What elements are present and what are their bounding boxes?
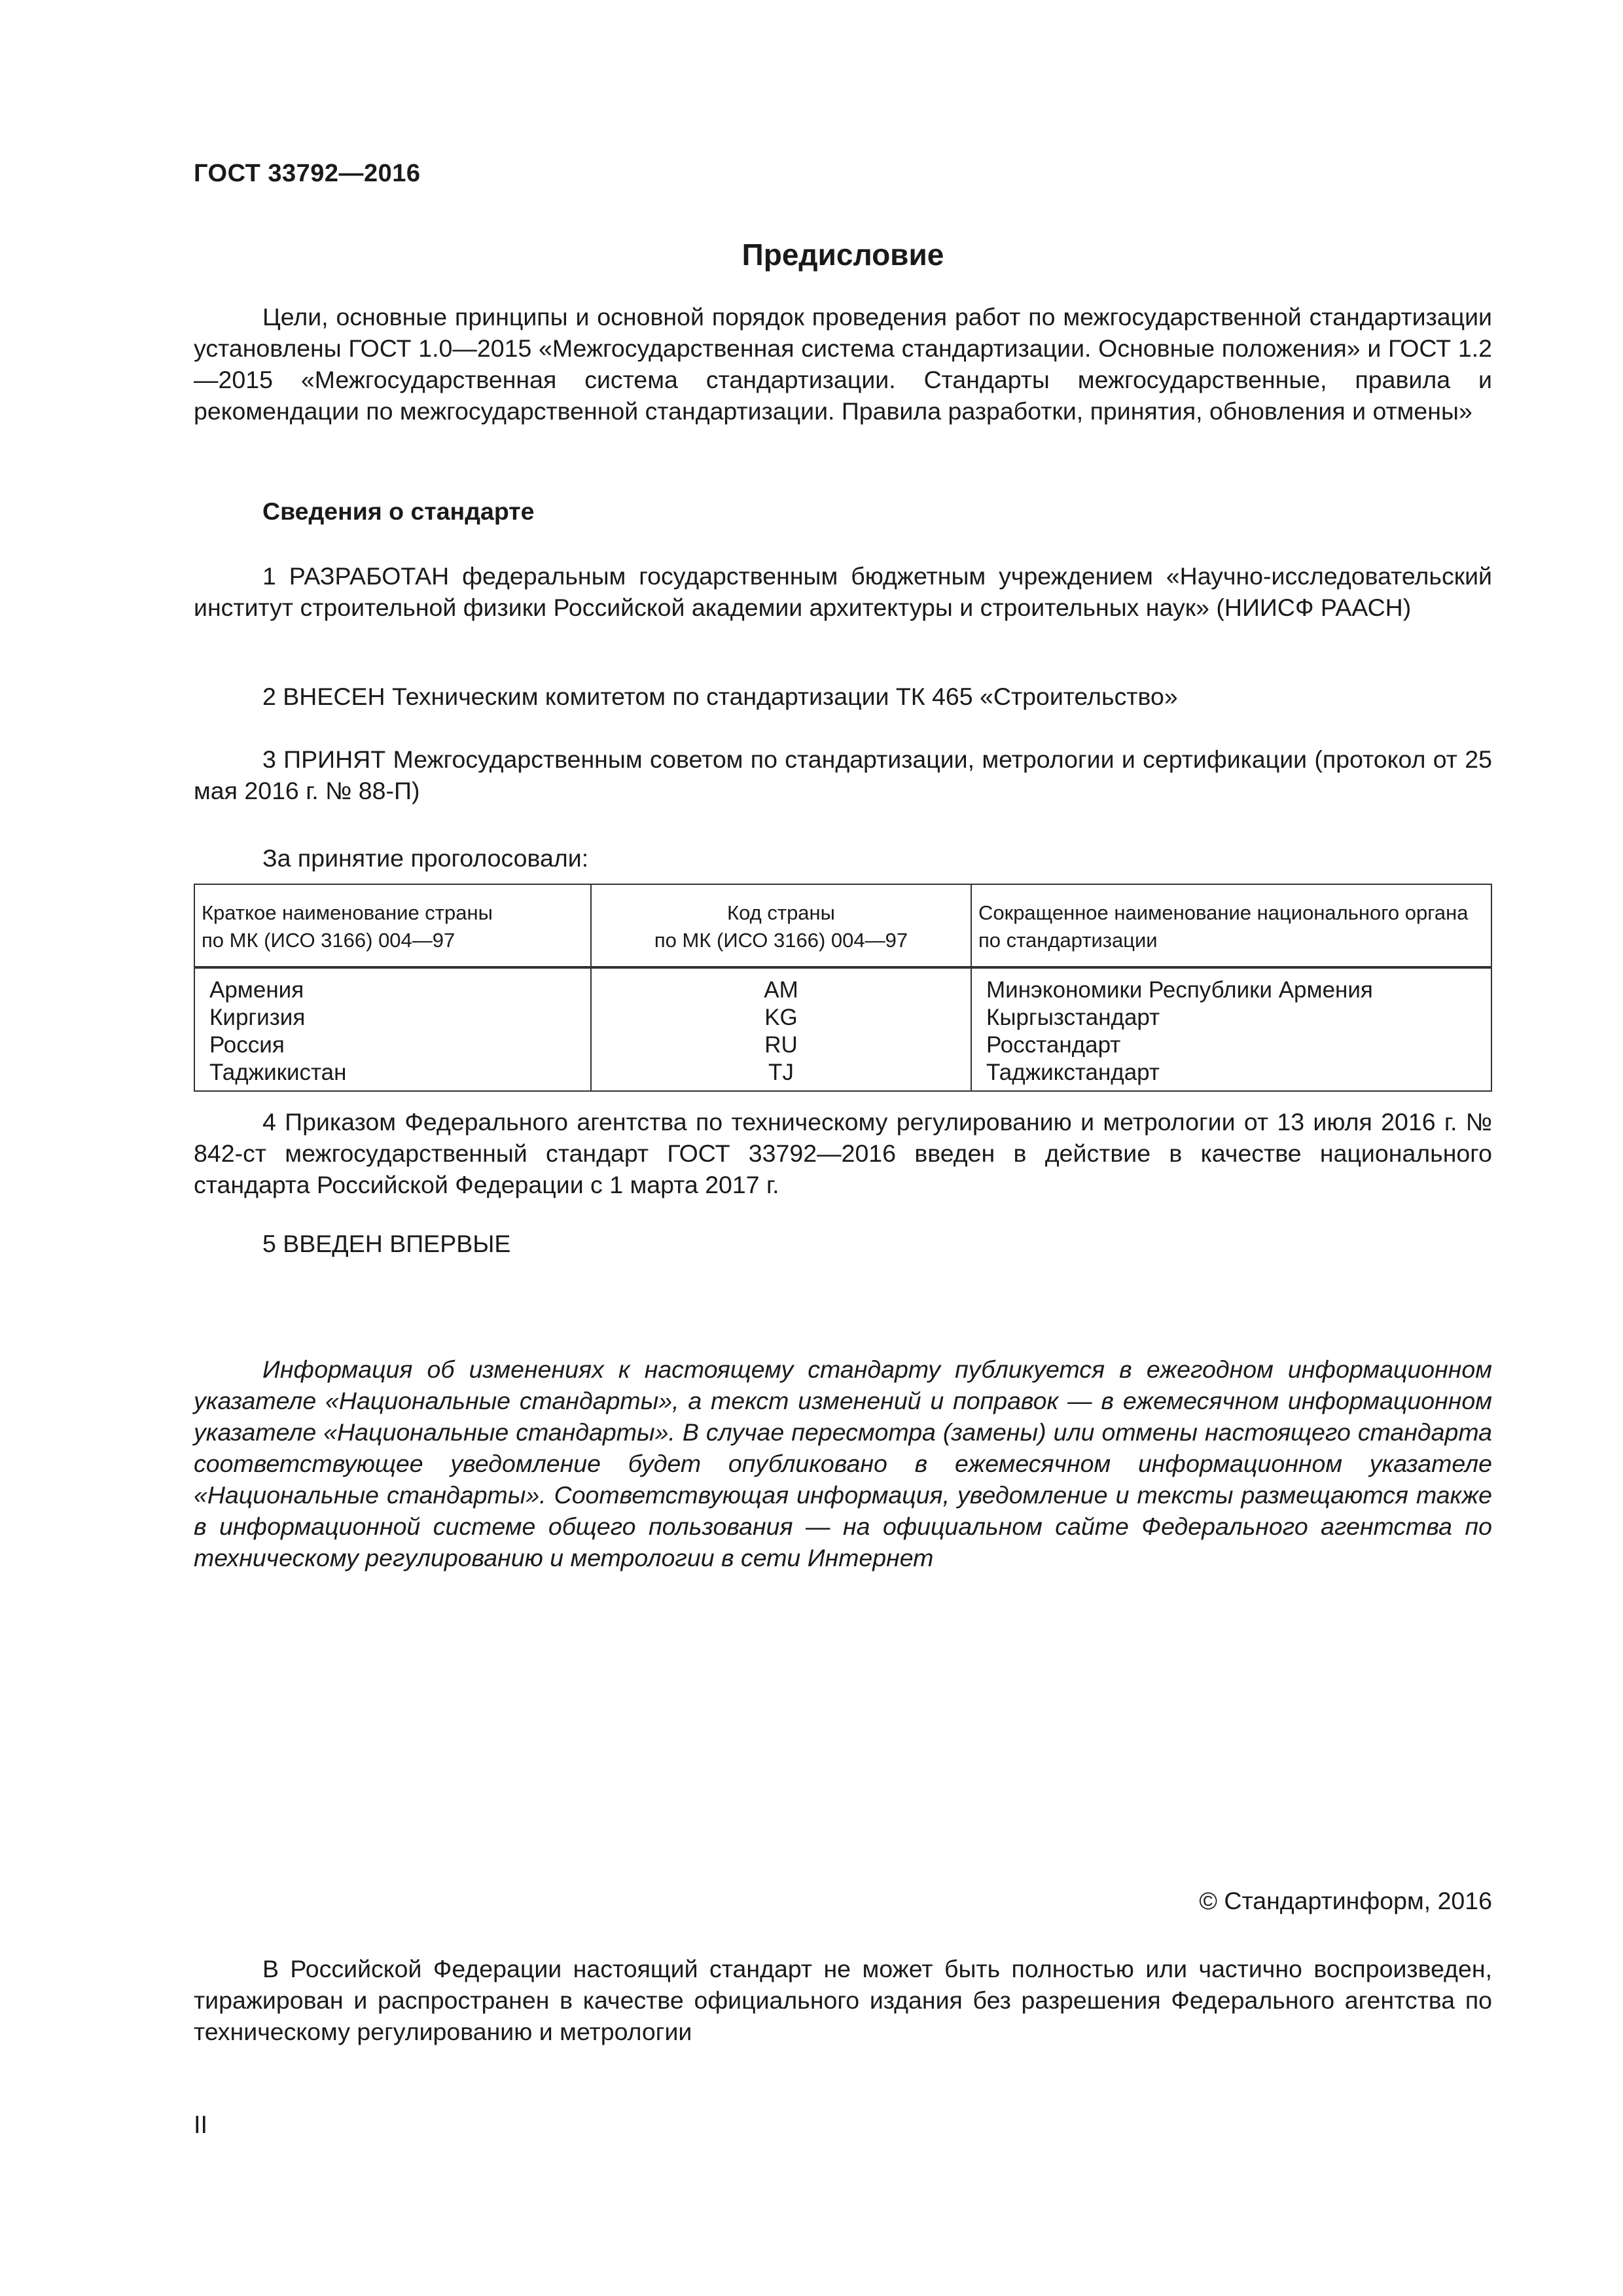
table-row	[194, 1031, 1491, 1059]
item-developed: 1 РАЗРАБОТАН федеральным государственным бюджетным учреждением «Научно-исследовательский институт строительной физики Российской академии архитектуры и строительных наук» (НИИСФ РААСН)	[194, 562, 1492, 621]
item-3-block	[194, 744, 1492, 806]
national-body-cell: Таджикстандарт	[971, 1059, 1491, 1091]
copyright-line: © Стандартинформ, 2016	[1199, 1887, 1492, 1914]
header-national-body: Сокращенное наименование национального органа по стандартизации	[971, 884, 1491, 967]
country-code-cell: KG	[591, 1004, 971, 1031]
vote-label: За принятие проголосовали:	[262, 844, 589, 872]
item-4-block	[194, 1106, 1492, 1200]
country-name-cell: Армения	[194, 967, 591, 1004]
intro-section	[194, 301, 1492, 427]
changes-info-section	[194, 1354, 1492, 1573]
page-title: Предисловие	[741, 238, 944, 272]
table-row	[194, 1059, 1491, 1091]
item-2-block	[194, 681, 1492, 712]
table-header-row	[194, 884, 1491, 967]
item-1-block	[194, 560, 1492, 623]
country-code-cell: TJ	[591, 1059, 971, 1091]
country-name-cell: Киргизия	[194, 1004, 591, 1031]
rights-paragraph: В Российской Федерации настоящий стандарт не может быть полностью или частично воспроизведен, тиражирован и распространен в качестве официального издания без разрешения Федерального агентства по техническому регулированию и метрологии	[194, 1955, 1492, 2045]
changes-info-note: Информация об изменениях к настоящему стандарту публикуется в ежегодном информационном указателе «Национальные стандарты», а текст изменений и поправок — в ежемесячном информационном указателе «Национальные стандарты». В случае пересмотра (замены) или отмены настоящего стандарта соответствующее уведомление будет опубликовано в ежемесячном информационном указателе «Национальные стандарты». Соответствующая информация, уведомление и тексты размещаются также в информационной системе общего пользования — на официальном сайте Федерального агентства по техническому регулированию и метрологии в сети Интернет	[194, 1355, 1492, 1571]
standard-code-header: ГОСТ 33792—2016	[194, 160, 421, 187]
table-row	[194, 967, 1491, 1004]
item-enacted: 4 Приказом Федерального агентства по техническому регулированию и метрологии от 13 июля 2016 г. № 842-ст межгосударственный стандарт ГОСТ 33792—2016 введен в действие в качестве национального стандарта Российской Федерации с 1 марта 2017 г.	[194, 1108, 1492, 1198]
country-name-cell: Россия	[194, 1031, 591, 1059]
item-adopted: 3 ПРИНЯТ Межгосударственным советом по стандартизации, метрологии и сертификации (протокол от 25 мая 2016 г. № 88-П)	[194, 745, 1492, 804]
page-number: II	[194, 2111, 208, 2139]
national-body-cell: Росстандарт	[971, 1031, 1491, 1059]
header-country-code: Код страны по МК (ИСО 3166) 004—97	[591, 884, 971, 967]
header-country-name: Краткое наименование страны по МК (ИСО 3166) 004—97	[194, 884, 591, 967]
country-name-cell: Таджикистан	[194, 1059, 591, 1091]
country-code-cell: RU	[591, 1031, 971, 1059]
country-code-cell: AM	[591, 967, 971, 1004]
table-row	[194, 1004, 1491, 1031]
item-submitted: 2 ВНЕСЕН Техническим комитетом по стандартизации ТК 465 «Строительство»	[262, 683, 1178, 710]
national-body-cell: Кыргызстандарт	[971, 1004, 1491, 1031]
info-heading: Сведения о стандарте	[262, 497, 535, 525]
item-first-introduced: 5 ВВЕДЕН ВПЕРВЫЕ	[262, 1230, 511, 1257]
item-5-block	[194, 1228, 1492, 1259]
intro-paragraph: Цели, основные принципы и основной порядок проведения работ по межгосударственной стандартизации установлены ГОСТ 1.0—2015 «Межгосударственная система стандартизации. Основные положения» и ГОСТ 1.2—2015 «Межгосударственная система стандартизации. Стандарты межгосударственные, правила и рекомендации по межгосударственной стандартизации. Правила разработки, принятия, обновления и отмены»	[194, 303, 1492, 425]
rights-section	[194, 1953, 1492, 2047]
voting-countries-table	[194, 884, 1492, 1092]
national-body-cell: Минэкономики Республики Армения	[971, 967, 1491, 1004]
